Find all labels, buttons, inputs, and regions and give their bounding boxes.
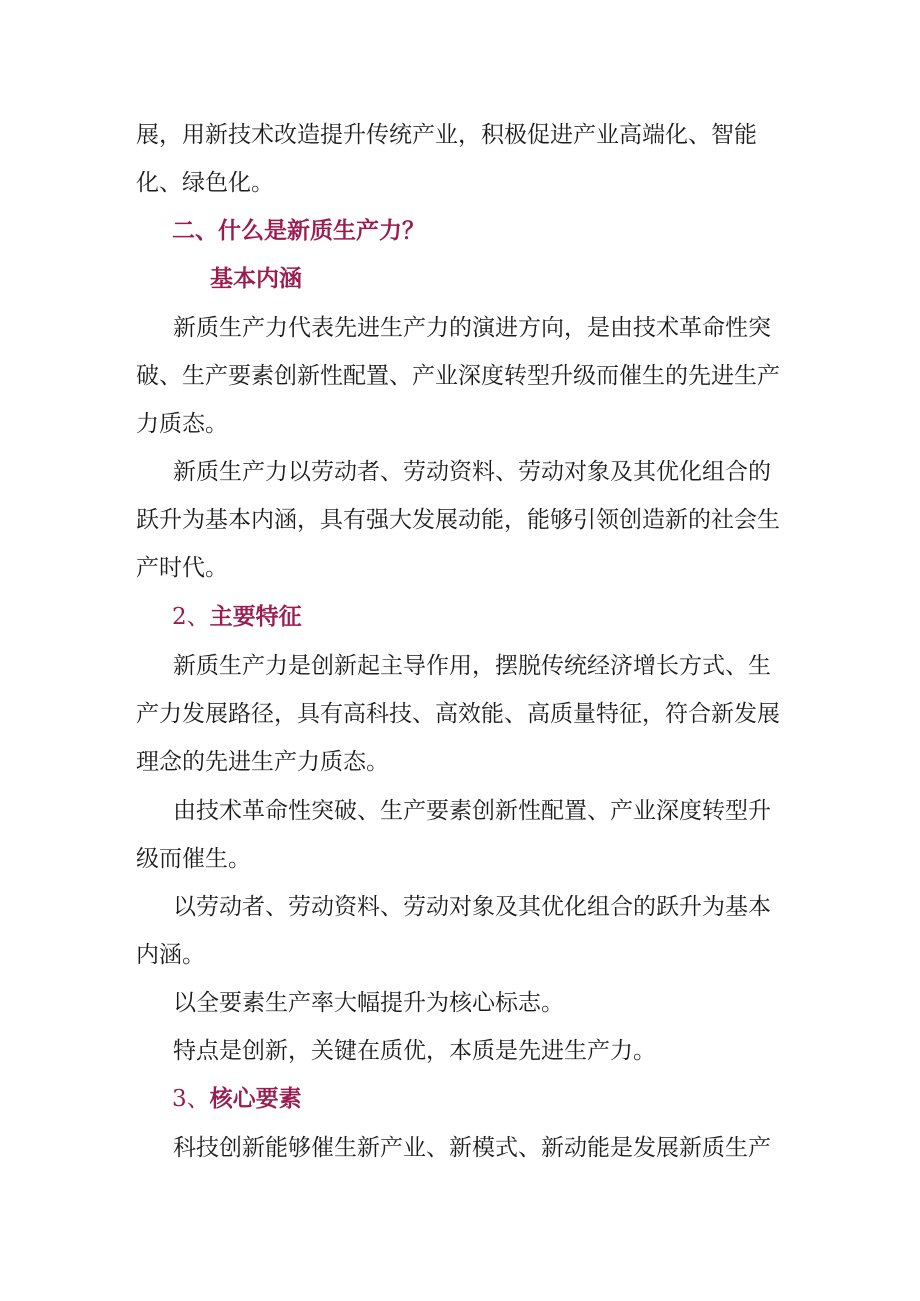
subheading-text: 核心要素	[209, 1086, 302, 1112]
paragraph-features-4: 以全要素生产率大幅提升为核心标志。	[173, 990, 564, 1016]
paragraph-continuation: 展，用新技术改造提升传统产业，积极促进产业高端化、智能化、绿色化。	[136, 122, 757, 196]
subheading-text: 主要特征	[209, 604, 302, 630]
subheading-basic-connotation: 基本内涵	[210, 266, 302, 292]
paragraph-basic-1: 新质生产力代表先进生产力的演进方向，是由技术革命性突破、生产要素创新性配置、产业深度转型升级而催生的先进生产力质态。	[136, 315, 780, 437]
section-heading-two: 二、什么是新质生产力？	[172, 218, 425, 244]
paragraph-features-5: 特点是创新，关键在质优，本质是先进生产力。	[173, 1038, 656, 1064]
paragraph-features-3: 以劳动者、劳动资料、劳动对象及其优化组合的跃升为基本内涵。	[136, 894, 771, 968]
subheading-number: 3、	[172, 1086, 210, 1112]
paragraph-features-1: 新质生产力是创新起主导作用，摆脱传统经济增长方式、生产力发展路径，具有高科技、高效能、高质量特征，符合新发展理念的先进生产力质态。	[136, 653, 780, 775]
subheading-number: 2、	[172, 604, 210, 630]
subheading-core-elements	[172, 1075, 302, 1123]
paragraph-basic-2: 新质生产力以劳动者、劳动资料、劳动对象及其优化组合的跃升为基本内涵，具有强大发展动能，能够引领创造新的社会生产时代。	[136, 459, 780, 581]
paragraph-features-2: 由技术革命性突破、生产要素创新性配置、产业深度转型升级而催生。	[136, 798, 771, 872]
subheading-main-features	[172, 593, 302, 641]
paragraph-core-1: 科技创新能够催生新产业、新模式、新动能是发展新质生产	[173, 1135, 771, 1161]
